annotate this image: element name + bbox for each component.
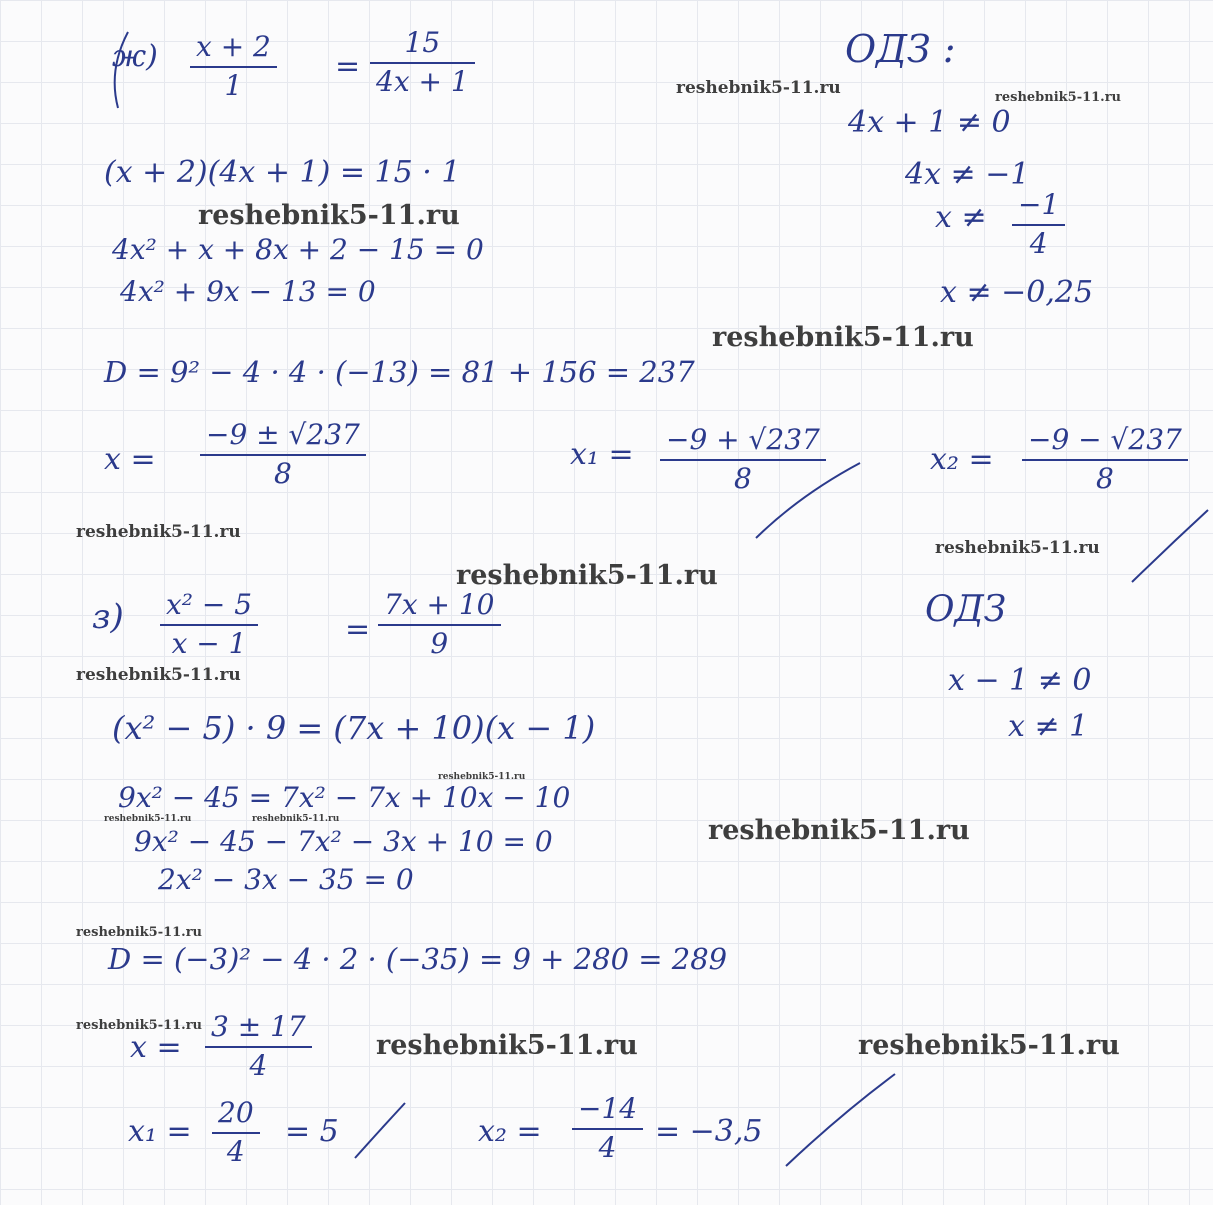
step-line: (x² − 5) · 9 = (7x + 10)(x − 1) bbox=[112, 709, 596, 747]
fraction-denominator: 4x + 1 bbox=[376, 64, 469, 98]
fraction-denominator: 4 bbox=[226, 1134, 245, 1168]
watermark: reshebnik5-11.ru bbox=[104, 814, 192, 824]
step-line: 2x² − 3x − 35 = 0 bbox=[158, 863, 414, 896]
fraction-numerator: −1 bbox=[1018, 188, 1060, 221]
watermark: reshebnik5-11.ru bbox=[76, 925, 203, 940]
problem-label-z: з) bbox=[92, 597, 124, 637]
watermark: reshebnik5-11.ru bbox=[858, 1030, 1120, 1061]
root1-label: x₁ = bbox=[128, 1114, 192, 1149]
root2-label: x₂ = bbox=[930, 442, 994, 477]
watermark: reshebnik5-11.ru bbox=[708, 815, 970, 846]
check-mark bbox=[756, 463, 860, 538]
root1-label: x₁ = bbox=[570, 437, 634, 472]
problem-label-zh: ж) bbox=[112, 39, 158, 74]
step-line: 9x² − 45 − 7x² − 3x + 10 = 0 bbox=[134, 825, 553, 858]
check-mark bbox=[355, 1103, 405, 1158]
fraction-denominator: 4 bbox=[249, 1048, 268, 1082]
step-line: 9x² − 45 = 7x² − 7x + 10x − 10 bbox=[118, 781, 571, 814]
watermark: reshebnik5-11.ru bbox=[676, 78, 841, 98]
step-line: 4x² + 9x − 13 = 0 bbox=[120, 275, 376, 308]
fraction-numerator: x + 2 bbox=[196, 30, 271, 63]
fraction-denominator: x − 1 bbox=[171, 626, 247, 660]
watermark: reshebnik5-11.ru bbox=[376, 1030, 638, 1061]
odz-title: ОДЗ : bbox=[845, 27, 956, 71]
fraction-denominator: 4 bbox=[598, 1130, 617, 1164]
watermark: reshebnik5-11.ru bbox=[995, 90, 1122, 105]
odz-line: x − 1 ≠ 0 bbox=[948, 663, 1092, 698]
odz-line: 4x ≠ −1 bbox=[905, 157, 1030, 192]
fraction-denominator: 8 bbox=[274, 456, 292, 490]
root-label: x = bbox=[130, 1030, 182, 1065]
watermark: reshebnik5-11.ru bbox=[935, 538, 1100, 558]
step-line: (x + 2)(4x + 1) = 15 · 1 bbox=[104, 155, 461, 190]
discriminant-line: D = (−3)² − 4 · 2 · (−35) = 9 + 280 = 289 bbox=[108, 942, 728, 976]
root2-result: = −3,5 bbox=[655, 1114, 763, 1149]
fraction-numerator: −9 ± √237 bbox=[206, 418, 360, 451]
fraction-denominator: 1 bbox=[224, 68, 243, 102]
discriminant-line: D = 9² − 4 · 4 · (−13) = 81 + 156 = 237 bbox=[104, 355, 695, 389]
watermark: reshebnik5-11.ru bbox=[76, 1018, 203, 1033]
watermark: reshebnik5-11.ru bbox=[76, 665, 241, 685]
fraction-numerator: −9 + √237 bbox=[666, 423, 820, 456]
watermark: reshebnik5-11.ru bbox=[76, 522, 241, 542]
step-line: 4x² + x + 8x + 2 − 15 = 0 bbox=[112, 233, 484, 266]
odz-title: ОДЗ bbox=[925, 589, 1007, 630]
bracket-stroke bbox=[115, 32, 128, 108]
watermark: reshebnik5-11.ru bbox=[198, 200, 460, 231]
fraction-denominator: 8 bbox=[1096, 461, 1114, 495]
fraction-numerator: x² − 5 bbox=[166, 588, 253, 621]
fraction-numerator: 7x + 10 bbox=[384, 588, 495, 621]
watermark: reshebnik5-11.ru bbox=[456, 560, 718, 591]
check-mark bbox=[786, 1074, 895, 1166]
fraction-numerator: 20 bbox=[218, 1096, 254, 1129]
fraction-denominator: 4 bbox=[1029, 226, 1048, 260]
watermark: reshebnik5-11.ru bbox=[438, 772, 526, 782]
odz-line: 4x + 1 ≠ 0 bbox=[848, 105, 1011, 140]
fraction-denominator: 9 bbox=[430, 626, 449, 660]
fraction-numerator: −9 − √237 bbox=[1028, 423, 1182, 456]
check-mark bbox=[1132, 510, 1208, 582]
watermark: reshebnik5-11.ru bbox=[252, 814, 340, 824]
fraction-numerator: 3 ± 17 bbox=[211, 1010, 306, 1043]
odz-line: x ≠ 1 bbox=[1008, 709, 1089, 744]
root-label: x = bbox=[104, 442, 156, 477]
odz-line: x ≠ bbox=[935, 200, 987, 235]
watermark: reshebnik5-11.ru bbox=[712, 322, 974, 353]
equals-sign: = bbox=[345, 612, 371, 647]
fraction-numerator: −14 bbox=[578, 1092, 638, 1125]
root1-result: = 5 bbox=[285, 1114, 339, 1149]
root2-label: x₂ = bbox=[478, 1114, 542, 1149]
fraction-denominator: 8 bbox=[734, 461, 752, 495]
odz-line: x ≠ −0,25 bbox=[940, 275, 1094, 310]
fraction-numerator: 15 bbox=[404, 26, 441, 59]
equals-sign: = bbox=[335, 49, 361, 84]
